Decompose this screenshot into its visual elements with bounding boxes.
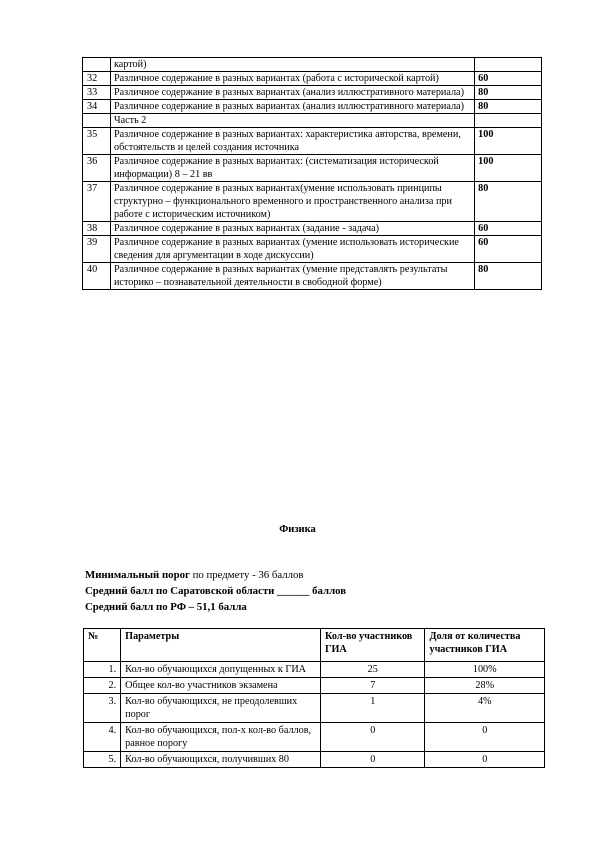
physics-title: Физика [279, 524, 316, 535]
row-parameter: Кол-во обучающихся, не преодолевших порог [121, 694, 321, 723]
task-description: Различное содержание в разных вариантах (умение использовать исторические сведения для аргументации в ходе дискуссии) [110, 236, 474, 263]
row-number: 5. [84, 752, 121, 768]
header-parameters: Параметры [121, 629, 321, 662]
task-score [475, 114, 542, 128]
task-score: 100 [475, 128, 542, 155]
table-row [83, 58, 542, 72]
task-number: 35 [83, 128, 111, 155]
physics-results-table [83, 628, 545, 768]
task-number [83, 58, 111, 72]
row-parameter: Кол-во обучающихся допущенных к ГИА [121, 662, 321, 678]
task-score: 80 [475, 263, 542, 290]
saratov-average: Средний балл по Саратовской области ______ баллов [85, 585, 347, 597]
task-description: Различное содержание в разных вариантах (работа с исторической картой) [110, 72, 474, 86]
row-parameter: Кол-во обучающихся, пол-х кол-во баллов, равное порогу [121, 723, 321, 752]
table-row [83, 86, 542, 100]
task-description: Различное содержание в разных вариантах (анализ иллюстративного материала) [110, 100, 474, 114]
rf-average: Средний балл по РФ – 51,1 балла [85, 601, 247, 613]
task-number: 32 [83, 72, 111, 86]
row-count: 25 [321, 662, 425, 678]
task-description: Различное содержание в разных вариантах (задание - задача) [110, 222, 474, 236]
task-score: 100 [475, 155, 542, 182]
table-row [83, 114, 542, 128]
min-threshold-value: по предмету - 36 баллов [189, 569, 304, 581]
table-row [83, 222, 542, 236]
row-share: 4% [425, 694, 545, 723]
task-score: 80 [475, 86, 542, 100]
task-description: картой) [110, 58, 474, 72]
task-description: Различное содержание в разных вариантах (анализ иллюстративного материала) [110, 86, 474, 100]
history-task-table [82, 57, 542, 290]
task-description: Различное содержание в разных вариантах: (систематизация исторической информации) 8 – 21 вв [110, 155, 474, 182]
task-score: 60 [475, 236, 542, 263]
table-row [84, 752, 545, 768]
header-participants-count: Кол-во участников ГИА [321, 629, 425, 662]
row-parameter: Кол-во обучающихся, получивших 80 [121, 752, 321, 768]
table-row [83, 236, 542, 263]
task-score: 80 [475, 182, 542, 222]
min-threshold-label: Минимальный порог [85, 569, 190, 581]
task-description: Различное содержание в разных вариантах: характеристика авторства, времени, обстоятельств и целей создания источника [110, 128, 474, 155]
task-number: 37 [83, 182, 111, 222]
task-description: Различное содержание в разных вариантах (умение представлять результаты историко – познавательной деятельности в свободной форме) [110, 263, 474, 290]
physics-table-header-row [84, 629, 545, 662]
row-number: 3. [84, 694, 121, 723]
task-number: 40 [83, 263, 111, 290]
physics-table-body [84, 662, 545, 768]
row-count: 0 [321, 723, 425, 752]
table-row [84, 694, 545, 723]
table-row [83, 72, 542, 86]
task-number: 38 [83, 222, 111, 236]
row-count: 1 [321, 694, 425, 723]
min-threshold-line [85, 569, 304, 581]
table-row [83, 100, 542, 114]
task-number: 36 [83, 155, 111, 182]
table-row [83, 155, 542, 182]
row-count: 0 [321, 752, 425, 768]
header-participants-share: Доля от количества участников ГИА [425, 629, 545, 662]
table-row [83, 263, 542, 290]
row-parameter: Общее кол-во участников экзамена [121, 678, 321, 694]
table-row [83, 182, 542, 222]
row-number: 4. [84, 723, 121, 752]
task-score: 80 [475, 100, 542, 114]
row-share: 0 [425, 723, 545, 752]
task-description: Часть 2 [110, 114, 474, 128]
task-score: 60 [475, 222, 542, 236]
task-number [83, 114, 111, 128]
row-count: 7 [321, 678, 425, 694]
table-row [83, 128, 542, 155]
task-number: 34 [83, 100, 111, 114]
table-row [84, 662, 545, 678]
row-number: 1. [84, 662, 121, 678]
row-share: 28% [425, 678, 545, 694]
row-number: 2. [84, 678, 121, 694]
task-score [475, 58, 542, 72]
table-row [84, 678, 545, 694]
table-row [84, 723, 545, 752]
task-number: 33 [83, 86, 111, 100]
row-share: 0 [425, 752, 545, 768]
task-score: 60 [475, 72, 542, 86]
task-number: 39 [83, 236, 111, 263]
history-task-table-body [83, 58, 542, 290]
task-description: Различное содержание в разных вариантах(умение использовать принципы структурно – функционального временного и пространственного анализа при работе с историческим источником) [110, 182, 474, 222]
row-share: 100% [425, 662, 545, 678]
header-number: № [84, 629, 121, 662]
